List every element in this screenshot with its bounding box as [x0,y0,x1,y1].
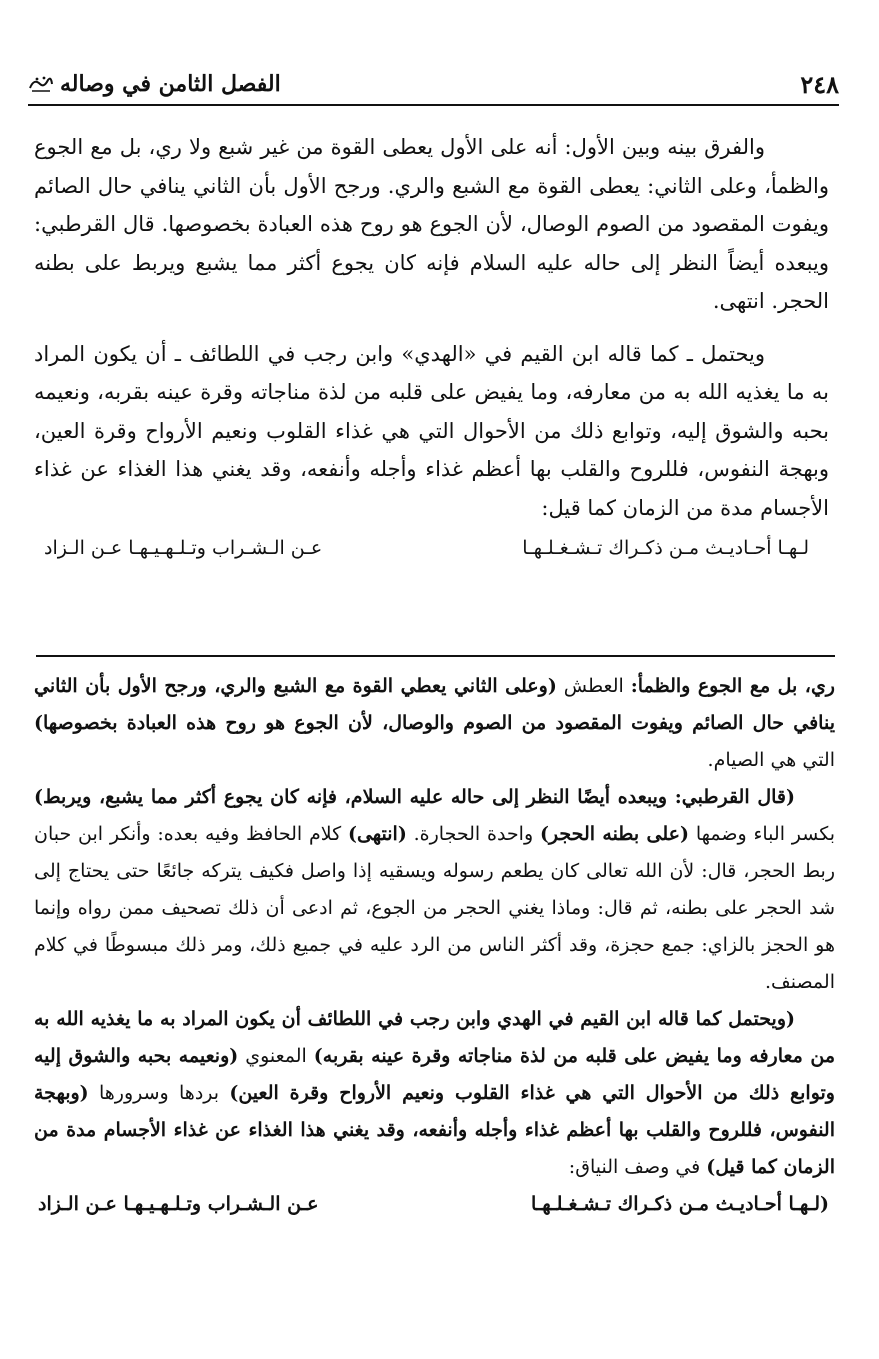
commentary-note: في وصف النياق: [568,1156,707,1178]
commentary-quote: (وبهجة النفوس، فللروح والقلب بها أعظم غذاء وأجله وأنفعه، وقد يغني هذا الغذاء عن غذاء الأجسام مدة من الزمان كما قيل) [34,1082,835,1178]
commentary-quote: ري، بل مع الجوع والظمأ: [630,675,835,697]
commentary-quote: (ويحتمل كما قاله ابن القيم في الهدي وابن رجب في اللطائف أن يكون المراد به ما يغذيه الله به من معارفه وما يفيض على قلبه من لذة مناجاته وقرة عينه بقربه) [34,1008,836,1067]
commentary-verse [34,1186,835,1223]
commentary-verse-second-hemistich: عـن الـشـراب وتـلـهـيـهـا عـن الـزاد [38,1193,319,1215]
commentary-verse-first-hemistich: (لـهـا أحـاديـث مـن ذكـراك تـشـغـلـهـا [530,1193,829,1215]
main-text [34,128,829,568]
main-verse-first-hemistich: لـهـا أحـاديـث مـن ذكـراك تـشـغـلـهـا [522,537,809,559]
commentary-note: المعنوي [238,1045,314,1067]
commentary-paragraph-3 [34,1001,835,1186]
commentary-text [34,668,835,1223]
commentary-quote: (على بطنه الحجر) [539,823,690,845]
commentary-note: التي هي الصيام. [707,749,835,771]
chapter-title: الفصل الثامن في وصاله [60,71,281,97]
commentary-note: واحدة الحجارة. [406,823,540,845]
commentary-note: بكسر الباء وضمها [689,823,836,845]
commentary-note: كلام الحافظ وفيه بعده: وأنكر ابن حبان ربط الحجر، قال: لأن الله تعالى كان يطعم رسوله ويسقيه إذا واصل فكيف يتركه جائعًا حتى يحتاج إلى شد الحجر على بطنه، ثم قال: وماذا يغني الحجر من الجوع، ثم ادعى أن ذلك تصحيف ممن رواه وإنما هو الحجز بالزاي: جمع حجزة، وقد أكثر الناس من الرد عليه في جميع ذلك، ومر ذلك مبسوطًا في كلام المصنف. [34,823,835,993]
commentary-quote: (ونعيمه بحبه والشوق إليه وتوابع ذلك من الأحوال التي هي غذاء القلوب ونعيم الأرواح وقرة العين) [34,1045,835,1104]
commentary-quote: (وعلى الثاني يعطي القوة مع الشبع والري، ورجح الأول بأن الثاني ينافي حال الصائم ويفوت المقصود من الصوم والوصال، لأن الجوع هو روح هذه العبادة بخصوصها) [34,675,835,734]
commentary-note: العطش [556,675,631,697]
main-paragraph-2: ويحتمل ـ كما قاله ابن القيم في «الهدي» وابن رجب في اللطائف ـ أن يكون المراد به ما يغذيه الله به من معارفه، وما يفيض على قلبه من لذة مناجاته وقرة عينه بقربه، ونعيمه بحبه والشوق إليه، وتوابع ذلك من الأحوال التي هي غذاء القلوب ونعيم الأرواح وقرة العين، وبهجة النفوس، فللروح والقلب بها أعظم غذاء وأجله وأنفعه، وقد يغني هذا الغذاء عن غذاء الأجسام مدة من الزمان كما قيل: [34,341,829,520]
page-header [28,64,839,106]
main-paragraph-1: والفرق بينه وبين الأول: أنه على الأول يعطى القوة من غير شبع ولا ري، بل مع الجوع والظمأ، وعلى الثاني: يعطى القوة مع الشبع والري. ورجح الأول بأن الثاني ينافي حال الصائم ويفوت المقصود من الصوم الوصال، لأن الجوع هو روح هذه العبادة بخصوصها. قال القرطبي: ويبعده أيضاً النظر إلى حاله عليه السلام فإنه كان يجوع أكثر مما يشبع ويربط على بطنه الحجر. انتهى. [34,135,829,313]
commentary-note: بردها وسرورها [88,1082,230,1104]
footnote-divider [36,655,835,657]
main-verse [34,529,829,568]
commentary-quote: (قال القرطبي: ويبعده أيضًا النظر إلى حاله عليه السلام، فإنه كان يجوع أكثر مما يشبع، ويربط) [34,786,795,808]
commentary-paragraph-1 [34,668,835,779]
salutation-calligraphy-icon [28,74,54,94]
main-verse-second-hemistich: عـن الـشـراب وتـلـهـيـهـا عـن الـزاد [44,537,323,559]
chapter-title-wrap [28,71,281,97]
commentary-quote: (انتهى) [347,823,407,845]
commentary-paragraph-2 [34,779,835,1001]
page-number: ٢٤٨ [800,69,839,99]
